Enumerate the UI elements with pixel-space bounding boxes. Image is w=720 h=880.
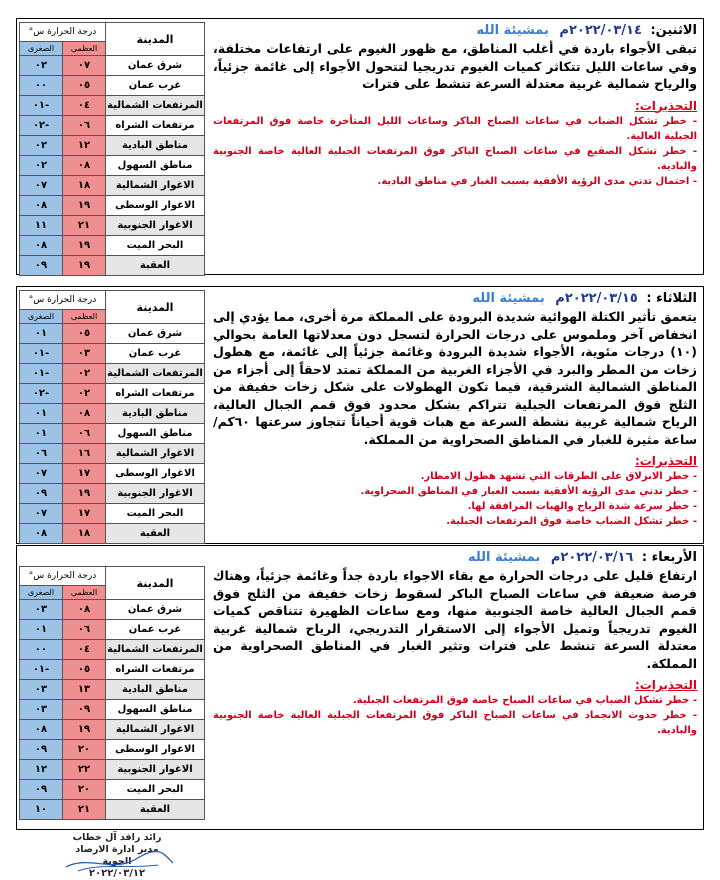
table-row: العقبة ١٩ ٠٩ [20,256,205,276]
table-row: مناطق السهول ٠٦ ٠١ [20,424,205,444]
forecast-day-wednesday [16,545,704,830]
table-row: مرتفعات الشراه ٠٢ -٠٢ [20,384,205,404]
temperature-table [19,566,205,820]
warning-item: - خطر تشكل الصقيع في ساعات الصباح الباكر فوق المرتفعات الجبلية العالية خاصة الجنوبية والبادية. [213,145,697,172]
forecast-body: ارتفاع قليل على درجات الحرارة مع بقاء الاجواء باردة جداً وغائمة جزئياً، وهناك فرصة ضعيفة في ساعات الصباح الباكر لسقوط زخات خفيفة من الثلج فوق قمم الجبال العالية خاصة الجنوبية منها، ومع ساعات الظهيرة تتناقص كميات الغيوم تدريجياً وتميل الأجواء إلى الاستقرار التدريجي، الرياح شمالية غربية معتدلة السرعة تنشط على فترات وتثير الغبار في المناطق الصحراوية من المملكة. [213,568,697,671]
table-row: الاغوار الشمالية ١٩ ٠٨ [20,720,205,740]
temperature-table [19,290,205,544]
day-heading: الاثنين: ٢٠٢٢/٠٣/١٤م بمشيئة الله [476,23,697,38]
warnings-title: التحذيرات: [634,454,697,468]
table-row: مناطق البادية ٠٨ ٠١ [20,404,205,424]
forecast-text [213,291,697,529]
forecast-text [213,550,697,738]
table-row: المرتفعات الشمالية ٠٤ -٠١ [20,96,205,116]
forecast-body: تبقى الأجواء باردة في أغلب المناطق، مع ظهور الغيوم على ارتفاعات مختلفة، وفي ساعات الليل تتكاثر كميات الغيوم تدريجيا لتتحول الأجواء إلى غائمة جزئياً، والرياح شمالية غربية معتدلة السرعة تنشط على فترات [213,41,697,91]
signature-scribble-icon [58,845,178,875]
table-row: مناطق السهول ٠٩ ٠٣ [20,700,205,720]
table-row: المرتفعات الشمالية ٠٤ ٠٠ [20,640,205,660]
warning-item: - احتمال تدني مدى الرؤية الأفقية بسبب الغبار في مناطق البادية. [377,175,697,187]
table-row: غرب عمان ٠٦ ٠١ [20,620,205,640]
temp-header: درجة الحرارة س° [20,23,106,42]
warning-item: - خطر سرعة شدة الرياح والهبات المرافقة لها. [467,501,697,512]
table-row: الاغوار الوسطى ١٩ ٠٨ [20,196,205,216]
table-row: الاغوار الجنوبية ١٩ ٠٩ [20,484,205,504]
warning-item: - خطر الانزلاق على الطرقات التي تشهد هطول الامطار. [420,471,697,482]
warning-item: - خطر حدوث الانجماد في ساعات الصباح الباكر فوق المرتفعات الجبلية العالية خاصة الجنوبية والبادية. [213,710,697,736]
forecast-text [213,23,697,189]
temperature-table [19,22,205,276]
max-header: العظمى [63,586,106,600]
warning-item: - خطر تدني مدى الرؤية الأفقية بسبب الغبار في المناطق الصحراوية. [360,486,697,497]
max-header: العظمى [63,42,106,56]
day-heading: الثلاثاء : ٢٠٢٢/٠٣/١٥م بمشيئة الله [472,291,697,306]
table-row: البحر الميت ١٩ ٠٨ [20,236,205,256]
table-row: العقبة ١٨ ٠٨ [20,524,205,544]
table-row: الاغوار الوسطى ١٧ ٠٧ [20,464,205,484]
table-row: شرق عمان ٠٥ ٠١ [20,324,205,344]
max-header: العظمى [63,310,106,324]
min-header: الصغرى [20,42,63,56]
warning-item: - خطر تشكل الضباب في ساعات الصباح خاصة فوق المرتفعات الجبلية. [352,695,697,706]
table-row: مناطق البادية ١٣ ٠٣ [20,680,205,700]
city-header: المدينة [106,291,205,324]
table-row: الاغوار الوسطى ٢٠ ٠٩ [20,740,205,760]
table-row: المرتفعات الشمالية ٠٢ -٠١ [20,364,205,384]
forecast-body: يتعمق تأثير الكتلة الهوائية شديدة البرودة على المملكة مرة أخرى، مما يؤدي إلى انخفاض آخر وملموس على درجات الحرارة لتسجل دون معدلاتها العامة بحوالي (١٠) درجات مئوية، الأجواء شديدة البرودة وغائمة جزئياً إلى غائمة، مع هطول زخات من المطر والبرد في الأجزاء الغربية من المملكة تمتد لاحقاً إلى أجزاء من المناطق الشمالية الشرقية، فيما تكون الهطولات على شكل زخات خفيفة من الثلج فوق المرتفعات الجبلية تتراكم بشكل محدود فوق قمم الجبال العالية، الرياح شمالية غربية نشطة السرعة مع هبات قوية أحياناً تتجاوز سرعتها ٦٠كم/ساعة مثيرة للغبار في المناطق الصحراوية من المملكة. [213,309,697,447]
warnings-title: التحذيرات: [634,98,697,113]
table-row: مناطق البادية ١٢ ٠٢ [20,136,205,156]
table-row: الاغوار الشمالية ١٨ ٠٧ [20,176,205,196]
temp-header: درجة الحرارة س° [20,291,106,310]
forecast-day-monday [16,18,704,275]
warning-item: - خطر تشكل الضباب في ساعات الصباح الباكر وساعات الليل المتأخرة خاصة فوق المرتفعات الجبلية العالية. [213,115,697,142]
signatory-name: رائد رافد آل خطاب [72,832,162,843]
city-header: المدينة [106,23,205,56]
day-heading: الأربعاء : ٢٠٢٢/٠٣/١٦م بمشيئة الله [467,550,697,565]
table-row: شرق عمان ٠٨ ٠٣ [20,600,205,620]
table-row: غرب عمان ٠٥ ٠٠ [20,76,205,96]
min-header: الصغرى [20,586,63,600]
temp-header: درجة الحرارة س° [20,567,106,586]
table-row: مرتفعات الشراه ٠٦ -٠٢ [20,116,205,136]
city-header: المدينة [106,567,205,600]
signatory-title: مدير ادارة الارصاد الجوية [75,844,159,867]
table-row: البحر الميت ٢٠ ٠٩ [20,780,205,800]
table-row: غرب عمان ٠٣ -٠١ [20,344,205,364]
forecast-day-tuesday [16,286,704,544]
table-row: الاغوار الشمالية ١٦ ٠٦ [20,444,205,464]
table-row: البحر الميت ١٧ ٠٧ [20,504,205,524]
table-row: مناطق السهول ٠٨ ٠٢ [20,156,205,176]
table-row: شرق عمان ٠٧ ٠٢ [20,56,205,76]
table-row: مرتفعات الشراه ٠٥ -٠١ [20,660,205,680]
warning-item: - خطر تشكل الضباب خاصة فوق المرتفعات الجبلية. [446,516,697,527]
table-row: العقبة ٢١ ١٠ [20,800,205,820]
table-row: الاغوار الجنوبية ٢١ ١١ [20,216,205,236]
table-row: الاغوار الجنوبية ٢٢ ١٢ [20,760,205,780]
min-header: الصغرى [20,310,63,324]
signature-date: ٢٠٢٢/٠٣/١٢ [88,868,146,879]
warnings-title: التحذيرات: [634,678,697,692]
